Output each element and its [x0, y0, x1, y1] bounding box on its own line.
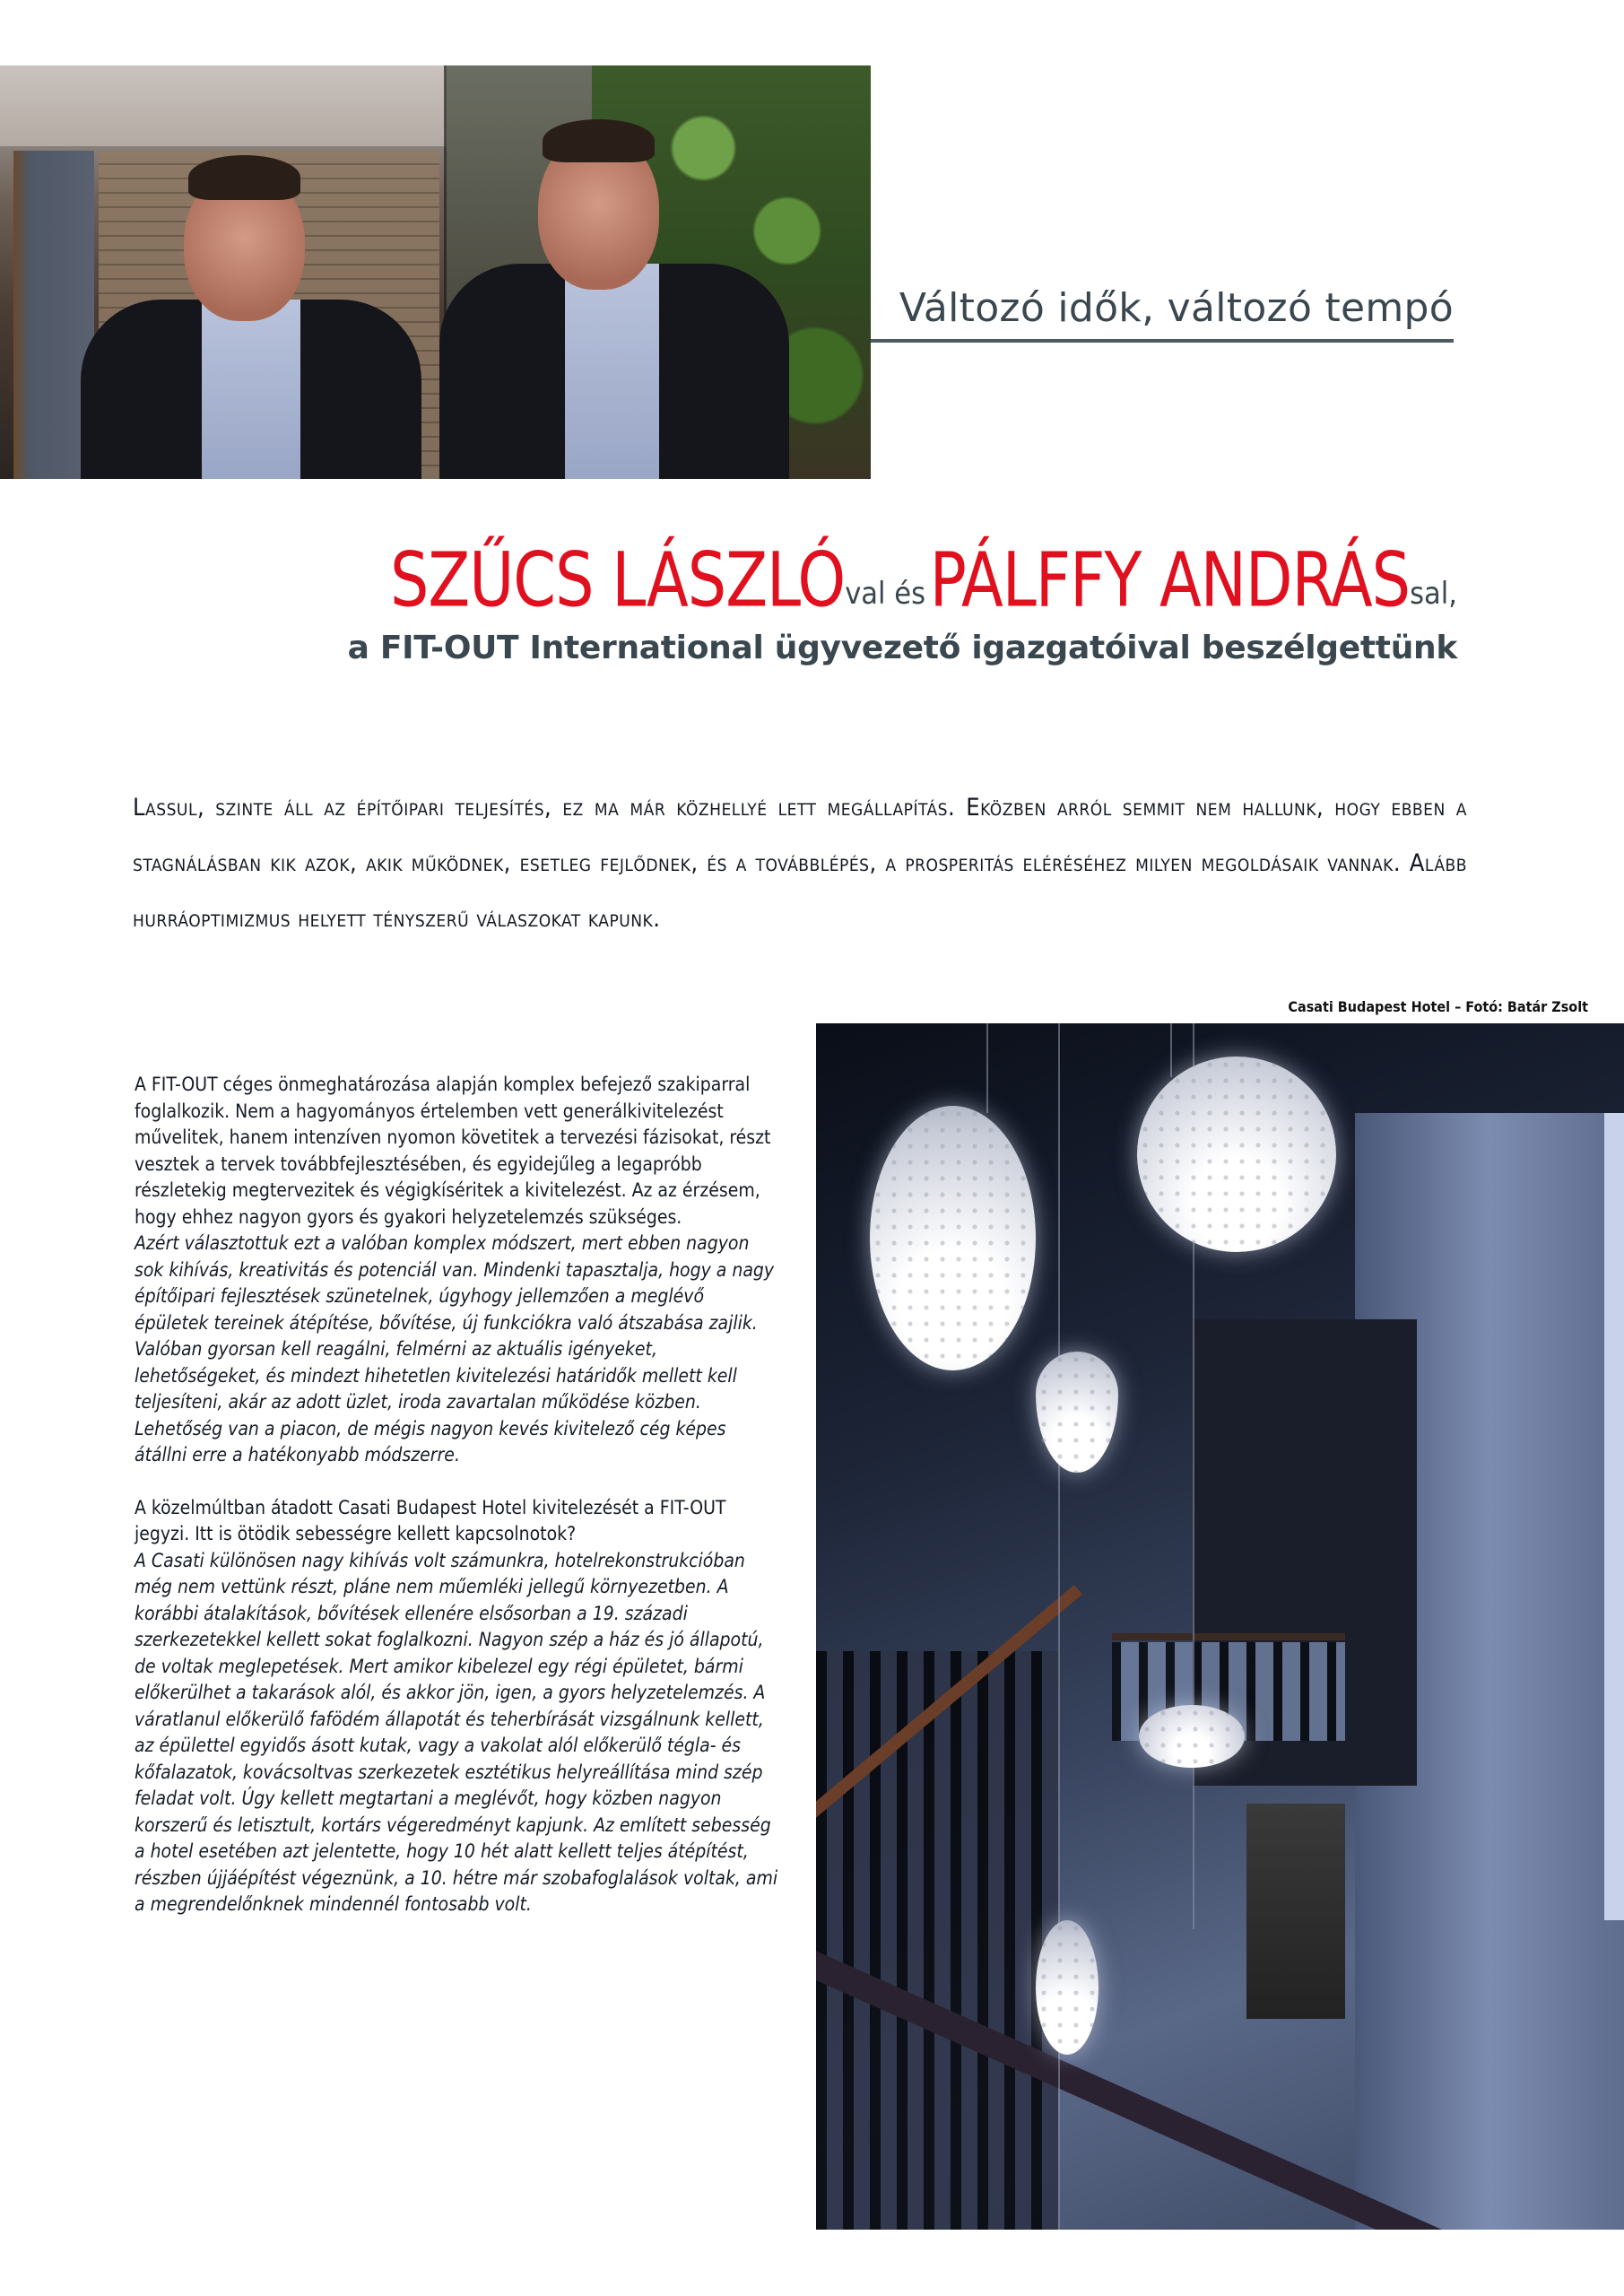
pendant-lamp [1137, 1057, 1336, 1252]
photo-balcony-rail [1112, 1633, 1345, 1640]
portrait-photo [0, 65, 871, 479]
headline [390, 535, 1457, 624]
interview-answer: Azért választottuk ezt a valóban komplex módszert, mert ebben nagyon sok kihívás, kreativitás és potenciál van. Mindenki tapasztalja, hogy a nagy építőipari fejlesztések szünetelnek, úgyhogy jellemzően a meglévő épületek tereinek átépítése, bővítése, új funkciókra való átszabása zajlik. Valóban gyorsan kell reagálni, felmérni az aktuális igényeket, lehetőségeket, és mindezt hihetetlen kivitelezési határidők mellett kell teljesíteni, akár az adott üzlet, iroda zavartalan működése közben. Lehetőség van a piacon, de mégis nagyon kevés kivitelező cég képes átállni erre a hatékonyabb módszerre. [135, 1232, 775, 1465]
series-title: Változó idők, változó tempó [899, 285, 1454, 331]
article-body [135, 1072, 780, 1918]
person-right [421, 65, 798, 479]
lead-paragraph: Lassul, szinte áll az építőipari teljesítés, ez ma már közhellyé lett megállapítás. Eközben arról semmit nem hallunk, hogy ebben a stagnálásban kik azok, akik működnek, esetleg fejlődnek, és a továbblépés, a prosperitás eléréséhez milyen megoldásaik vannak. Alább hurráoptimizmus helyett tényszerű válaszokat kapunk. [133, 794, 1467, 933]
lamp-cord [986, 1023, 988, 1113]
headline-suffix-1: val és [845, 576, 926, 612]
hotel-photo [816, 1023, 1624, 2230]
headline-name-2: PÁLFFY ANDRÁS [929, 535, 1411, 624]
interview-answer: A Casati különösen nagy kihívás volt számunkra, hotelrekonstrukcióban még nem vettünk részt, pláne nem műemléki jellegű környezetben. A korábbi átalakítások, bővítések ellenére elsősorban a 19. századi szerkezetekkel kellett sokat foglalkozni. Nagyon szép a ház és jó állapotú, de voltak meglepetések. Mert amikor kibelezel egy régi épületet, bármi előkerülhet a takarások alól, és akkor jön, igen, a gyors helyzetelemzés. A váratlanul előkerülő fafödém állapotát és teherbírását vizsgálnunk kellett, az épülettel egyidős ásott kutak, vagy a vakolat alól előkerülő tégla- és kőfalazatok, kovácsoltvas szerkezetek esztétikus helyreállítása mind szép feladat volt. Úgy kellett megtartani a meglévőt, hogy közben nagyon korszerű és letisztult, kortárs végeredményt kapjunk. Az említett sebesség a hotel esetében azt jelentette, hogy 10 hét alatt kellett teljes átépítést, részben újjáépítést végeznünk, a 10. hétre már szobafoglalások voltak, ami a megrendelőnknek mindennél fontosabb volt. [135, 1549, 778, 1915]
photo-window [1604, 1113, 1624, 1920]
lamp-cord [1170, 1023, 1172, 1077]
headline-suffix-2: sal, [1410, 576, 1457, 612]
interview-question: A közelmúltban átadott Casati Budapest Hotel kivitelezését a FIT-OUT jegyzi. Itt is ötödik sebességre kellett kapcsolnotok? [135, 1496, 726, 1544]
subheadline: a FIT-OUT International ügyvezető igazgatóival beszélgettünk [347, 630, 1457, 666]
pendant-lamp [1036, 1920, 1099, 2055]
pendant-lamp [870, 1106, 1036, 1370]
photo-wall-art [1246, 1804, 1345, 2019]
photo-credit: Casati Budapest Hotel – Fotó: Batár Zsolt [1288, 998, 1588, 1015]
photo-stair-baluster [816, 1651, 1058, 2230]
person-left [54, 65, 430, 479]
paragraph-gap [135, 1469, 780, 1495]
headline-name-1: SZŰCS LÁSZLÓ [390, 535, 846, 624]
series-title-underline [871, 339, 1454, 343]
pendant-lamp [1139, 1705, 1245, 1768]
interview-question: A FIT-OUT céges önmeghatározása alapján komplex befejező szakiparral foglalkozik. Nem a hagyományos értelemben vett generálkivitelezést művelitek, hanem intenzíven nyomon követitek a tervezési fázisokat, részt vesztek a tervek továbbfejlesztésében, és egyidejűleg a legapróbb részletekig megtervezitek és végigkíséritek a kivitelezést. Az az érzésem, hogy ehhez nagyon gyors és gyakori helyzetelemzés szükséges. [135, 1074, 771, 1228]
pendant-lamp [1036, 1352, 1118, 1473]
